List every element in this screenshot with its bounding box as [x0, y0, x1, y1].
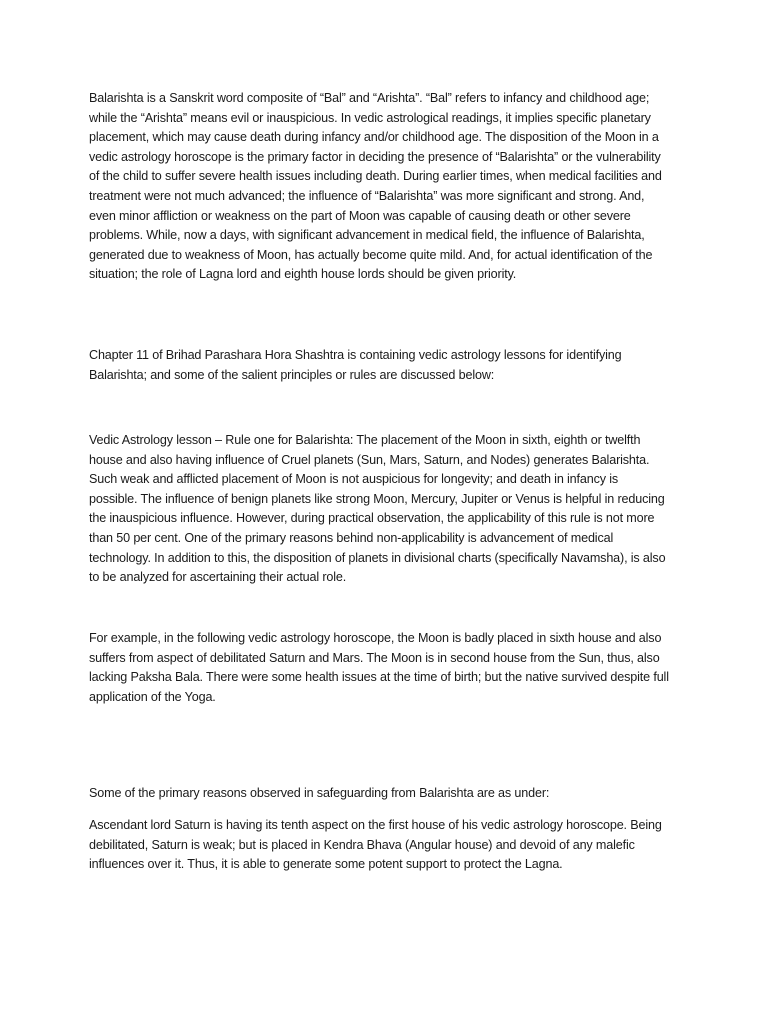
paragraph-example-horoscope: For example, in the following vedic astrology horoscope, the Moon is badly placed in sixth house and also suffers from aspect of debilitated Saturn and Mars. The Moon is in second house from the Sun, thus, also lacking Paksha Bala. There were some health issues at the time of birth; but the native survived despite full application of the Yoga.	[89, 631, 669, 704]
paragraph-balarishta-definition: Balarishta is a Sanskrit word composite of “Bal” and “Arishta”. “Bal” refers to infancy and childhood age; while the “Arishta” means evil or inauspicious. In vedic astrological readings, it implies specific planetary placement, which may cause death during infancy and/or childhood age. The disposition of the Moon in a vedic astrology horoscope is the primary factor in deciding the presence of “Balarishta” or the vulnerability of the child to suffer severe health issues including death. During earlier times, when medical facilities and treatment were not much advanced; the influence of “Balarishta” was more significant and strong. And, even minor affliction or weakness on the part of Moon was capable of causing death or other severe problems. While, now a days, with significant advancement in medical field, the influence of Balarishta, generated due to weakness of Moon, has actually become quite mild. And, for actual identification of the situation; the role of Lagna lord and eighth house lords should be given priority.	[89, 91, 662, 282]
paragraph-rule-one: Vedic Astrology lesson – Rule one for Balarishta: The placement of the Moon in sixth, eighth or twelfth house and also having influence of Cruel planets (Sun, Mars, Saturn, and Nodes) generates Balarishta. Such weak and afflicted placement of Moon is not auspicious for longevity; and death in infancy is possible. The influence of benign planets like strong Moon, Mercury, Jupiter or Venus is helpful in reducing the inauspicious influence. However, during practical observation, the applicability of this rule is not more than 50 per cent. One of the primary reasons behind non-applicability is advancement of medical technology. In addition to this, the disposition of planets in divisional charts (specifically Navamsha), is also to be analyzed for ascertaining their actual role.	[89, 433, 666, 585]
paragraph-chapter-11-intro: Chapter 11 of Brihad Parashara Hora Shashtra is containing vedic astrology lessons for identifying Balarishta; and some of the salient principles or rules are discussed below:	[89, 348, 622, 382]
paragraph-ascendant-lord-saturn: Ascendant lord Saturn is having its tenth aspect on the first house of his vedic astrology horoscope. Being debilitated, Saturn is weak; but is placed in Kendra Bhava (Angular house) and devoid of any malefic influences over it. Thus, it is able to generate some potent support to protect the Lagna.	[89, 818, 662, 872]
paragraph-safeguard-intro: Some of the primary reasons observed in safeguarding from Balarishta are as under:	[89, 786, 550, 800]
